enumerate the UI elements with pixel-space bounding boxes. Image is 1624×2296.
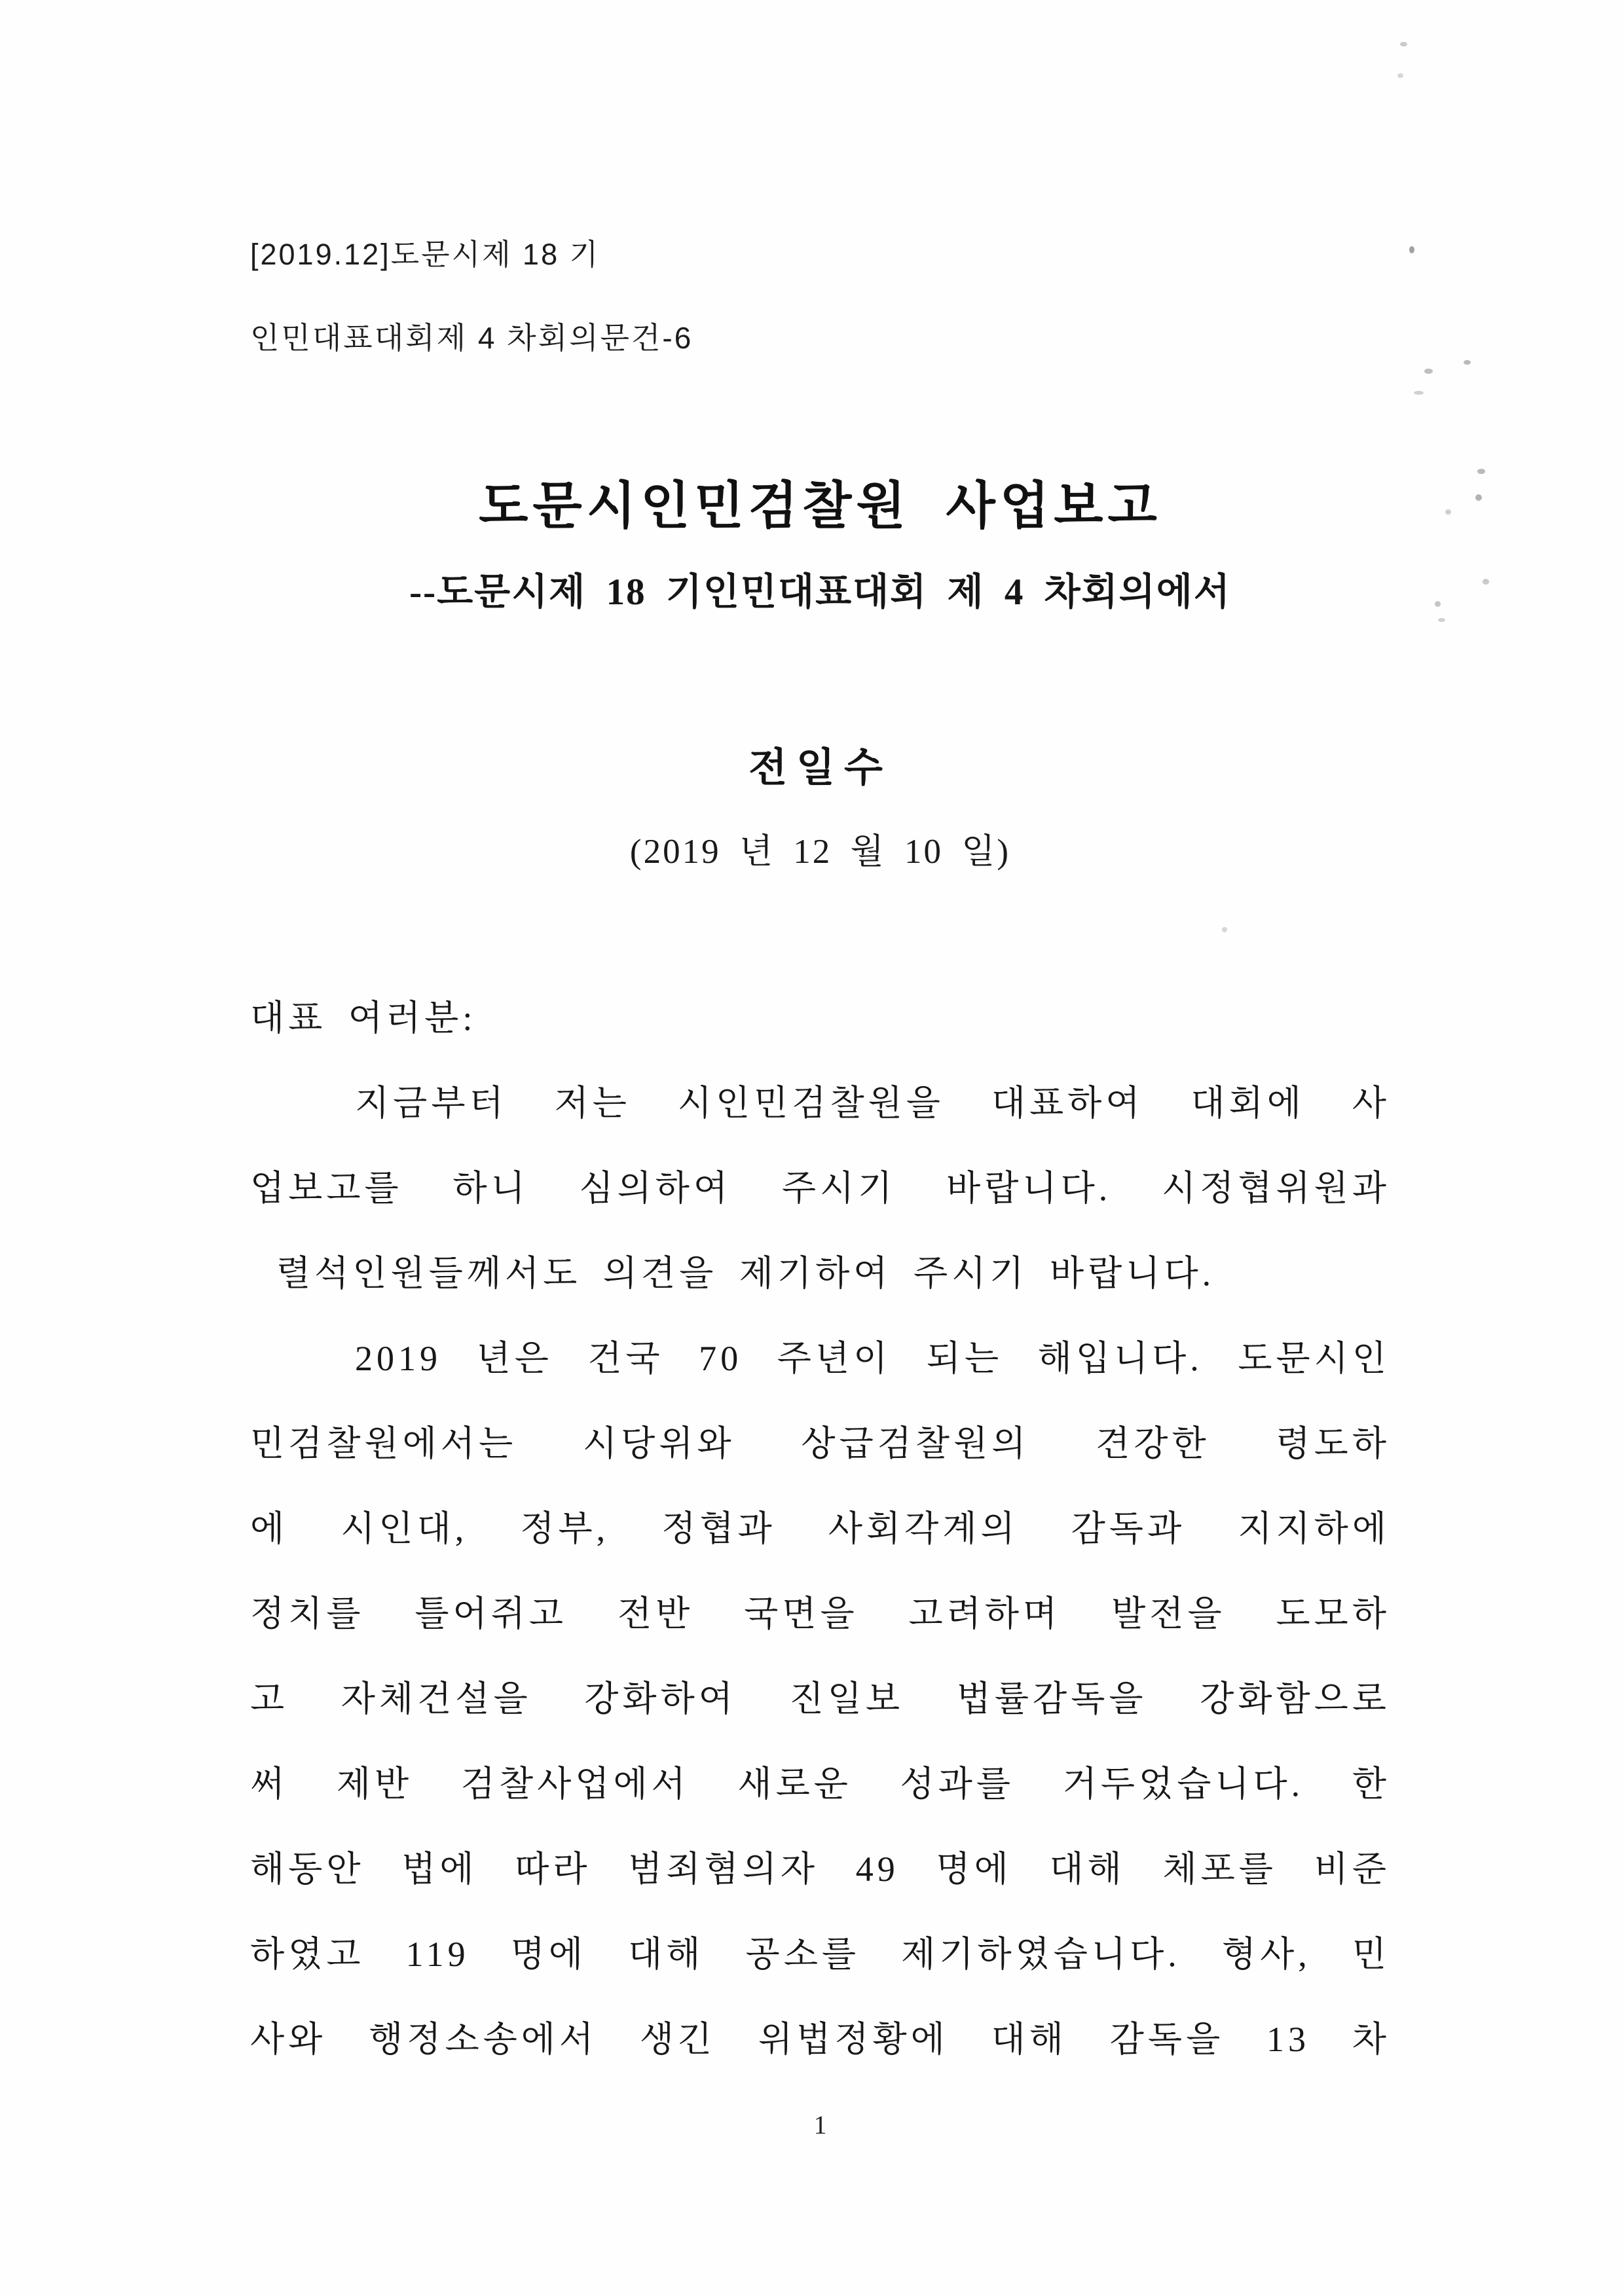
- report-date: (2019 년 12 월 10 일): [629, 833, 1011, 871]
- scan-speck: [1414, 391, 1424, 395]
- body-line: 사와 행정소송에서 생긴 위법정황에 대해 감독을 13 차: [250, 2020, 1390, 2059]
- scan-speck: [1445, 509, 1451, 515]
- doc-issue-label: [2019.12]도문시제 18 기: [250, 238, 600, 271]
- document-body: [250, 975, 1390, 2082]
- body-line: 해동안 법에 따라 범죄혐의자 49 명에 대해 체포를 비준: [250, 1850, 1390, 1889]
- scan-speck: [1438, 618, 1445, 622]
- scan-speck: [1222, 927, 1227, 932]
- body-line: 업보고를 하니 심의하여 주시기 바랍니다. 시정협위원과: [250, 1169, 1390, 1208]
- body-line: 지금부터 저는 시인민검찰원을 대표하여 대회에 사: [355, 1084, 1390, 1123]
- scan-speck: [1477, 469, 1485, 474]
- body-line: 대표 여러분:: [250, 998, 477, 1038]
- scan-speck: [1397, 73, 1403, 78]
- body-line: 2019 년은 건국 70 주년이 되는 해입니다. 도문시인: [355, 1339, 1390, 1378]
- scan-speck: [1475, 494, 1482, 501]
- scan-speck: [1435, 601, 1441, 607]
- body-line: 렬석인원들께서도 의견을 제기하여 주시기 바랍니다.: [276, 1254, 1215, 1293]
- body-line: 하였고 119 명에 대해 공소를 제기하였습니다. 형사, 민: [250, 1935, 1390, 1974]
- scan-speck: [1409, 246, 1414, 253]
- scan-speck: [1424, 369, 1433, 374]
- scan-speck: [1400, 42, 1407, 46]
- body-line: 에 시인대, 정부, 정협과 사회각계의 감독과 지지하에: [250, 1509, 1390, 1548]
- body-line: 써 제반 검찰사업에서 새로운 성과를 거두었습니다. 한: [250, 1764, 1390, 1804]
- scan-speck: [1464, 360, 1471, 365]
- body-line: 정치를 틀어쥐고 전반 국면을 고려하며 발전을 도모하: [250, 1594, 1390, 1633]
- document-subtitle: --도문시제 18 기인민대표대회 제 4 차회의에서: [409, 572, 1231, 613]
- document-title: 도문시인민검찰원 사업보고: [479, 477, 1162, 534]
- scan-speck: [1483, 579, 1489, 585]
- page-number: 1: [813, 2110, 827, 2140]
- author-name: 전일수: [748, 746, 892, 790]
- body-line: 고 자체건설을 강화하여 진일보 법률감독을 강화함으로: [250, 1679, 1390, 1719]
- doc-session-label: 인민대표대회제 4 차회의문건-6: [250, 321, 693, 355]
- body-line: 민검찰원에서는 시당위와 상급검찰원의 견강한 령도하: [250, 1424, 1390, 1463]
